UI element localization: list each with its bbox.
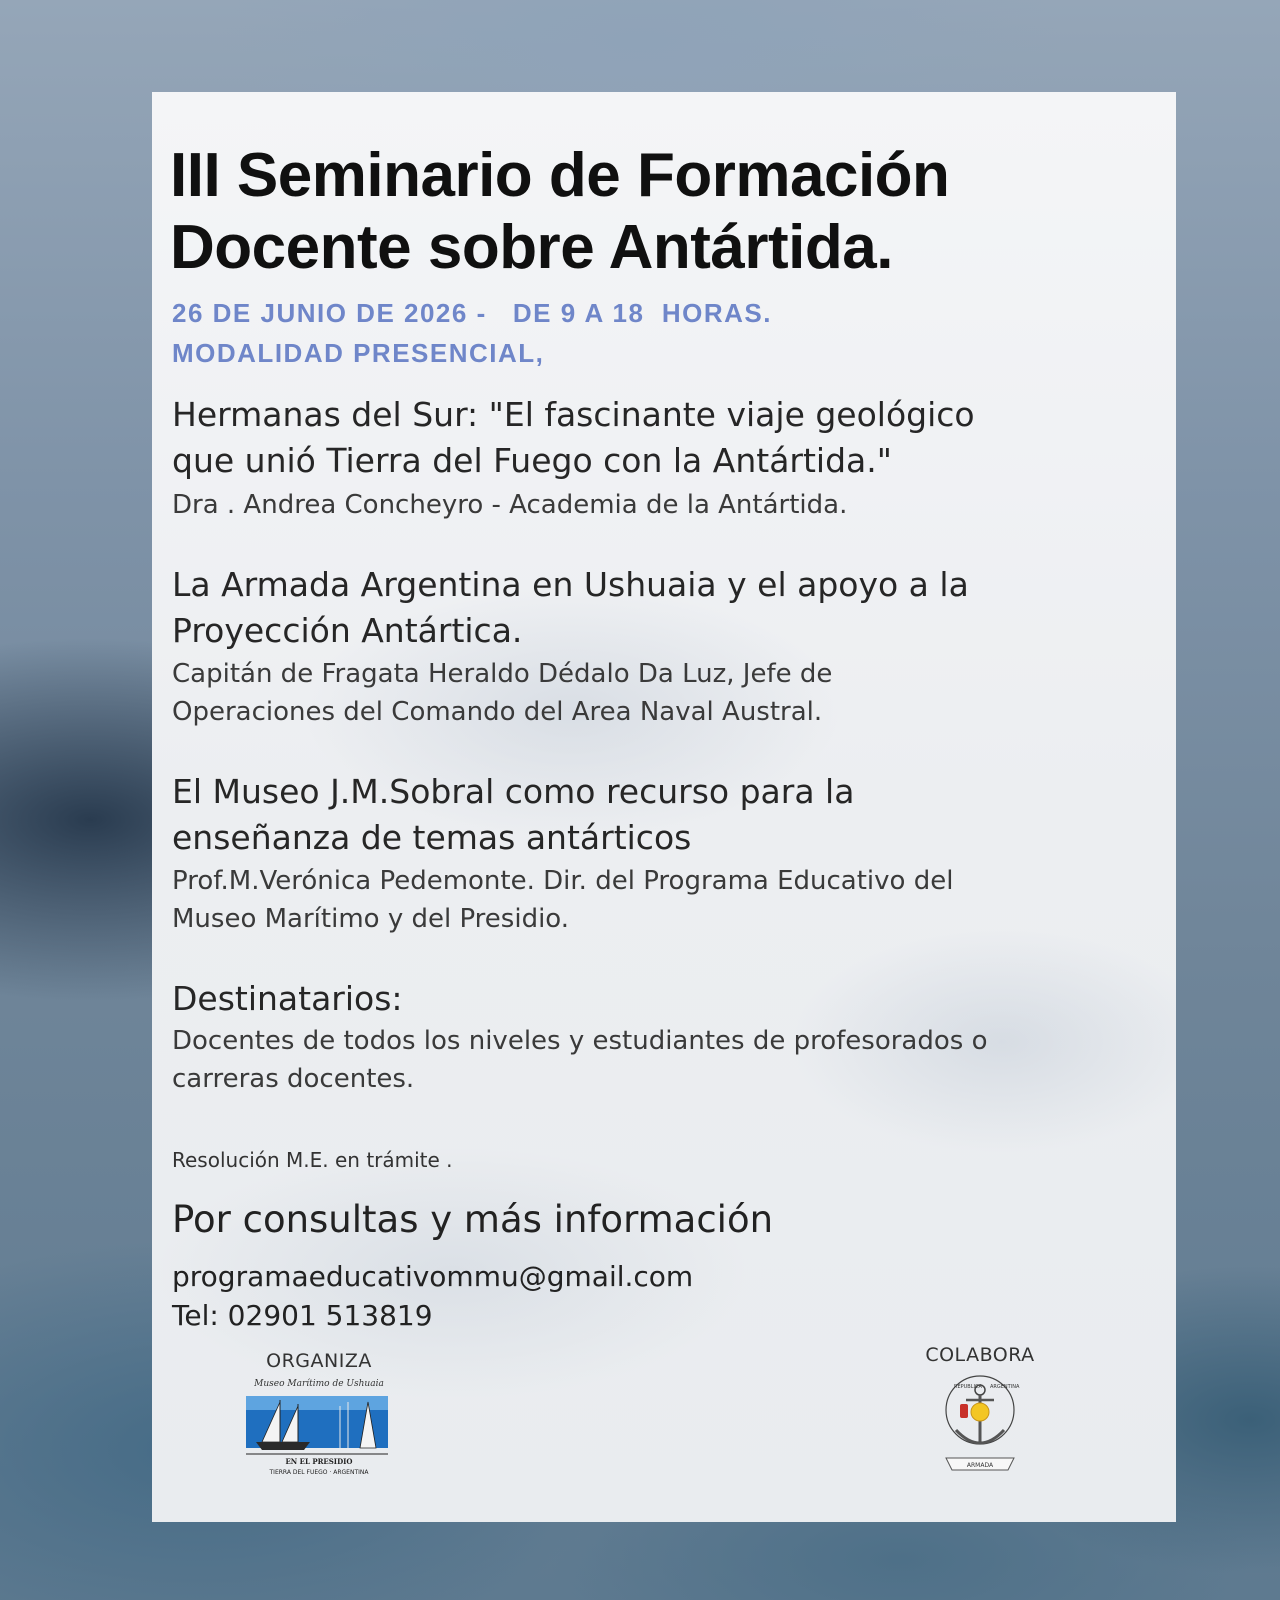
talk-2-title-line-1: La Armada Argentina en Ushuaia y el apoyo a la (172, 565, 969, 604)
talk-3-title-line-2: enseñanza de temas antárticos (172, 818, 692, 857)
talk-1-title-line-2: que unió Tierra del Fuego con la Antártida." (172, 441, 892, 480)
talk-2-title-line-2: Proyección Antártica. (172, 611, 523, 650)
museum-logo (240, 1372, 398, 1476)
flyer-card (152, 92, 1176, 1522)
talk-2-speaker-line-1: Capitán de Fragata Heraldo Dédalo Da Luz, Jefe de (172, 659, 833, 689)
audience-heading: Destinatarios: (172, 979, 403, 1018)
resolution-note: Resolución M.E. en trámite . (172, 1148, 453, 1172)
audience-line-2: carreras docentes. (172, 1064, 415, 1094)
contact-heading: Por consultas y más información (172, 1198, 774, 1241)
page-title (170, 140, 1160, 284)
navy-seal-icon (910, 1366, 1050, 1476)
event-date: 26 DE JUNIO DE 2026 - DE 9 A 18 HORAS. (172, 298, 772, 328)
audience-description (172, 1022, 1162, 1098)
talk-3-speaker (172, 862, 1162, 938)
event-modality: MODALIDAD PRESENCIAL, (172, 338, 545, 368)
audience-line-1: Docentes de todos los niveles y estudiantes de profesorados o (172, 1026, 988, 1056)
seal-text-right: ARGENTINA (990, 1384, 1020, 1390)
contact-email[interactable]: programaeducativommu@gmail.com (172, 1260, 694, 1293)
talk-2-title (172, 562, 1162, 654)
talk-3-title-line-1: El Museo J.M.Sobral como recurso para la (172, 772, 855, 811)
title-line-2: Docente sobre Antártida. (170, 213, 893, 282)
talk-3-speaker-line-2: Museo Marítimo y del Presidio. (172, 904, 570, 934)
collaborator-label: COLABORA (925, 1344, 1035, 1366)
museum-logo-script: Museo Marítimo de Ushuaia (254, 1379, 384, 1389)
contact-phone[interactable]: Tel: 02901 513819 (172, 1299, 433, 1332)
talk-1-speaker-line-1: Dra . Andrea Concheyro - Academia de la Antártida. (172, 490, 848, 520)
talk-3-speaker-line-1: Prof.M.Verónica Pedemonte. Dir. del Programa Educativo del (172, 866, 954, 896)
talk-1-speaker (172, 486, 1162, 524)
museum-logo-caption-1: EN EL PRESIDIO (285, 1457, 353, 1466)
museum-logo-caption-2: TIERRA DEL FUEGO · ARGENTINA (269, 1469, 369, 1476)
talk-2-speaker-line-2: Operaciones del Comando del Area Naval Austral. (172, 697, 823, 727)
collaborator-block (910, 1344, 1050, 1480)
talk-2-speaker (172, 655, 1162, 731)
talk-1-title-line-1: Hermanas del Sur: "El fascinante viaje geológico (172, 395, 975, 434)
title-line-1: III Seminario de Formación (170, 141, 950, 210)
organizer-label: ORGANIZA (266, 1350, 372, 1372)
seal-text-left: REPUBLICA (954, 1384, 982, 1390)
talk-1-title (172, 392, 1162, 484)
organizer-block (240, 1350, 398, 1480)
talk-3-title (172, 769, 1162, 861)
seal-ribbon-text: ARMADA (966, 1462, 994, 1469)
